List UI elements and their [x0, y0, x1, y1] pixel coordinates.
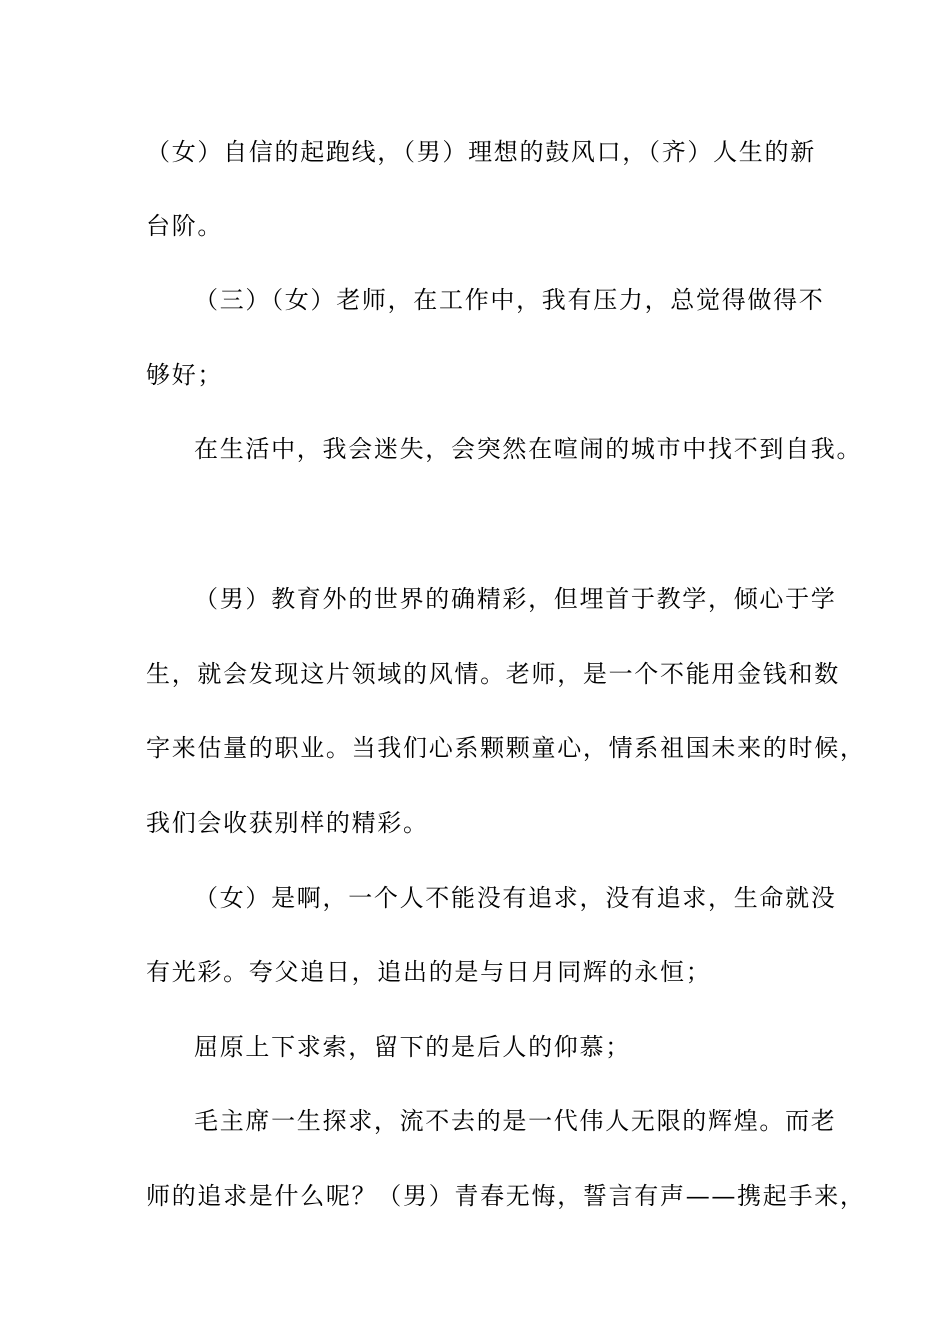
text-line: 生，就会发现这片领域的风情。老师，是一个不能用金钱和数: [146, 660, 840, 688]
text-line: 字来估量的职业。当我们心系颗颗童心，情系祖国未来的时候，: [146, 734, 866, 762]
text-line: 在生活中，我会迷失，会突然在喧闹的城市中找不到自我。: [194, 435, 863, 463]
text-line: （男）教育外的世界的确精彩，但埋首于教学，倾心于学: [194, 585, 837, 613]
text-line: （女）自信的起跑线，（男）理想的鼓风口，（齐）人生的新: [146, 138, 816, 166]
text-line: 师的追求是什么呢？（男）青春无悔，誓言有声——携起手来，: [146, 1182, 866, 1210]
text-line: （三）（女）老师，在工作中，我有压力，总觉得做得不: [194, 286, 825, 314]
text-line: 够好；: [146, 361, 224, 389]
text-line: （女）是啊，一个人不能没有追求，没有追求，生命就没: [194, 884, 837, 912]
text-line: 屈原上下求索，留下的是后人的仰慕；: [194, 1033, 631, 1061]
text-line: 台阶。: [146, 212, 224, 240]
text-line: 我们会收获别样的精彩。: [146, 809, 429, 837]
text-line: 有光彩。夸父追日，追出的是与日月同辉的永恒；: [146, 958, 712, 986]
text-line: 毛主席一生探求，流不去的是一代伟人无限的辉煌。而老: [194, 1107, 837, 1135]
